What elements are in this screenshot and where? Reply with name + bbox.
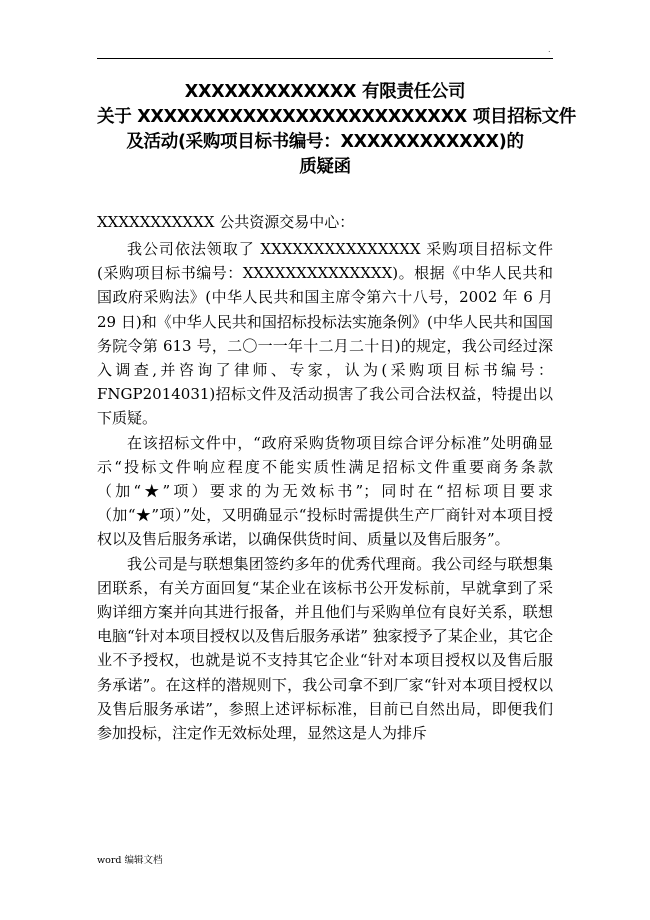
header-rule — [97, 58, 553, 59]
title-line-1: XXXXXXXXXXXXX 有限责任公司 — [184, 82, 466, 102]
paragraph-1: 我公司依法领取了 XXXXXXXXXXXXXXX 采购项目招标文件(采购项目标书编号：XXXXXXXXXXXXXX)。根据《中华人民共和国政府采购法》(中华人民共和国主席令第六十八号，2002 年 6 月 29 日)和《中华人民共和国招标投标法实施条例》(中华人民共和国国务院令第 613 号，二〇一一年十二月二十日)的规定，我公司经过深入调查,并咨询了律师、专家，认为(采购项目标书编号：FNGP2014031)招标文件及活动损害了我公司合法权益，特提出以下质疑。 — [97, 240, 553, 428]
letter-body — [97, 237, 553, 745]
title-line-3: 及活动(采购项目标书编号：XXXXXXXXXXXX)的 — [126, 132, 524, 152]
footer-label: word 编辑文档 — [97, 855, 163, 866]
title-line-2: 关于 XXXXXXXXXXXXXXXXXXXXXXXXX 项目招标文件 — [97, 107, 576, 127]
header-mark: . — [548, 45, 551, 54]
title-line-4: 质疑函 — [299, 157, 351, 177]
addressee: XXXXXXXXXXX 公共资源交易中心： — [97, 213, 355, 231]
paragraph-2: 在该招标文件中，“政府采购货物项目综合评分标准”处明确显示“投标文件响应程度不能实质性满足招标文件重要商务条款（加“★”项）要求的为无效标书”；同时在“招标项目要求（加“★”项）”处，又明确显示“投标时需提供生产厂商针对本项目授权以及售后服务承诺，以确保供货时间、质量以及售后服务”。 — [97, 433, 553, 549]
document-title — [97, 80, 576, 180]
paragraph-3: 我公司是与联想集团签约多年的优秀代理商。我公司经与联想集团联系，有关方面回复“某企业在该标书公开发标前，早就拿到了采购详细方案并向其进行报备，并且他们与采购单位有良好关系，联想电脑“针对本项目授权以及售后服务承诺” 独家授予了某企业，其它企业不予授权，也就是说不支持其它企业“针对本项目授权以及售后服务承诺”。在这样的潜规则下，我公司拿不到厂家“针对本项目授权以及售后服务承诺”，参照上述评标标准，目前已自然出局，即便我们参加投标，注定作无效标处理，显然这是人为排斥 — [97, 554, 553, 743]
